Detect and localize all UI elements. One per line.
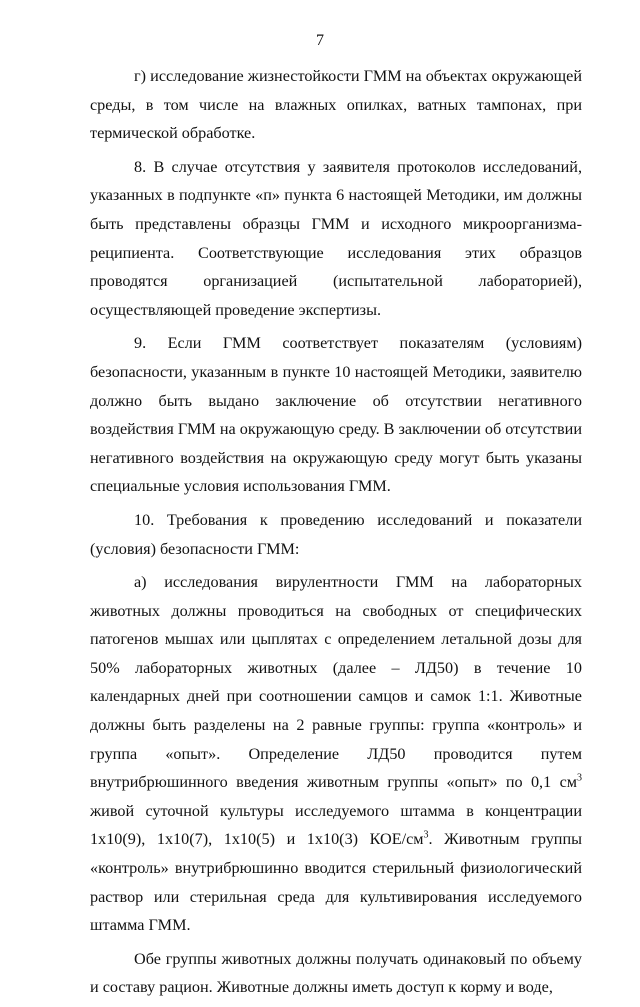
paragraph-10: 10. Требования к проведению исследований и показатели (условия) безопасности ГММ:: [90, 510, 582, 558]
superscript-cubic-1: 3: [577, 772, 582, 784]
paragraph-8: 8. В случае отсутствия у заявителя протоколов исследований, указанных в подпункте «п» пункта 6 настоящей Методики, им должны быть представлены образцы ГММ и исходного микроорганизма-реципиента. Соответствующие исследования этих образцов проводятся организацией (испытательной лабораторией), осуществляющей проведение экспертизы.: [90, 157, 582, 319]
superscript-cubic-2: 3: [423, 830, 429, 842]
paragraph-animal-groups: Обе группы животных должны получать одинаковый по объему и составу рацион. Животные должны иметь доступ к корму и воде,: [90, 949, 582, 997]
paragraph-a-text-1: а) исследования вирулентности ГММ на лабораторных животных должны проводиться на свободных от специфических патогенов мышах или цыплятах с определением летальной дозы для 50% лабораторных животных (далее – ЛД50) в течение 10 календарных дней при соотношении самцов и самок 1:1. Животные должны быть разделены на 2 равные группы: группа «контроль» и группа «опыт». Определение ЛД50 проводится путем внутрибрюшинного введения животным группы «опыт» по 0,1 см: [90, 573, 582, 792]
paragraph-g-item: г) исследование жизнестойкости ГММ на объектах окружающей среды, в том числе на влажных опилках, ватных тампонах, при термической обработке.: [90, 67, 582, 143]
paragraph-a-text-2: живой суточной культуры исследуемого штамма в концентрации 1х10(9), 1х10(7), 1х10(5) и 1х10(3) КОЕ/см: [90, 801, 582, 849]
document-body: [90, 62, 582, 1007]
page-number: 7: [316, 32, 324, 49]
paragraph-a-item: [90, 568, 582, 940]
paragraph-a-text-3: . Животным группы «контроль» внутрибрюшинно вводится стерильный физиологический раствор или стерильная среда для культивирования исследуемого штамма ГММ.: [90, 830, 582, 935]
paragraph-9: 9. Если ГММ соответствует показателям (условиям) безопасности, указанным в пункте 10 настоящей Методики, заявителю должно быть выдано заключение об отсутствии негативного воздействия ГММ на окружающую среду. В заключении об отсутствии негативного воздействия на окружающую среду могут быть указаны специальные условия использования ГММ.: [90, 334, 582, 496]
